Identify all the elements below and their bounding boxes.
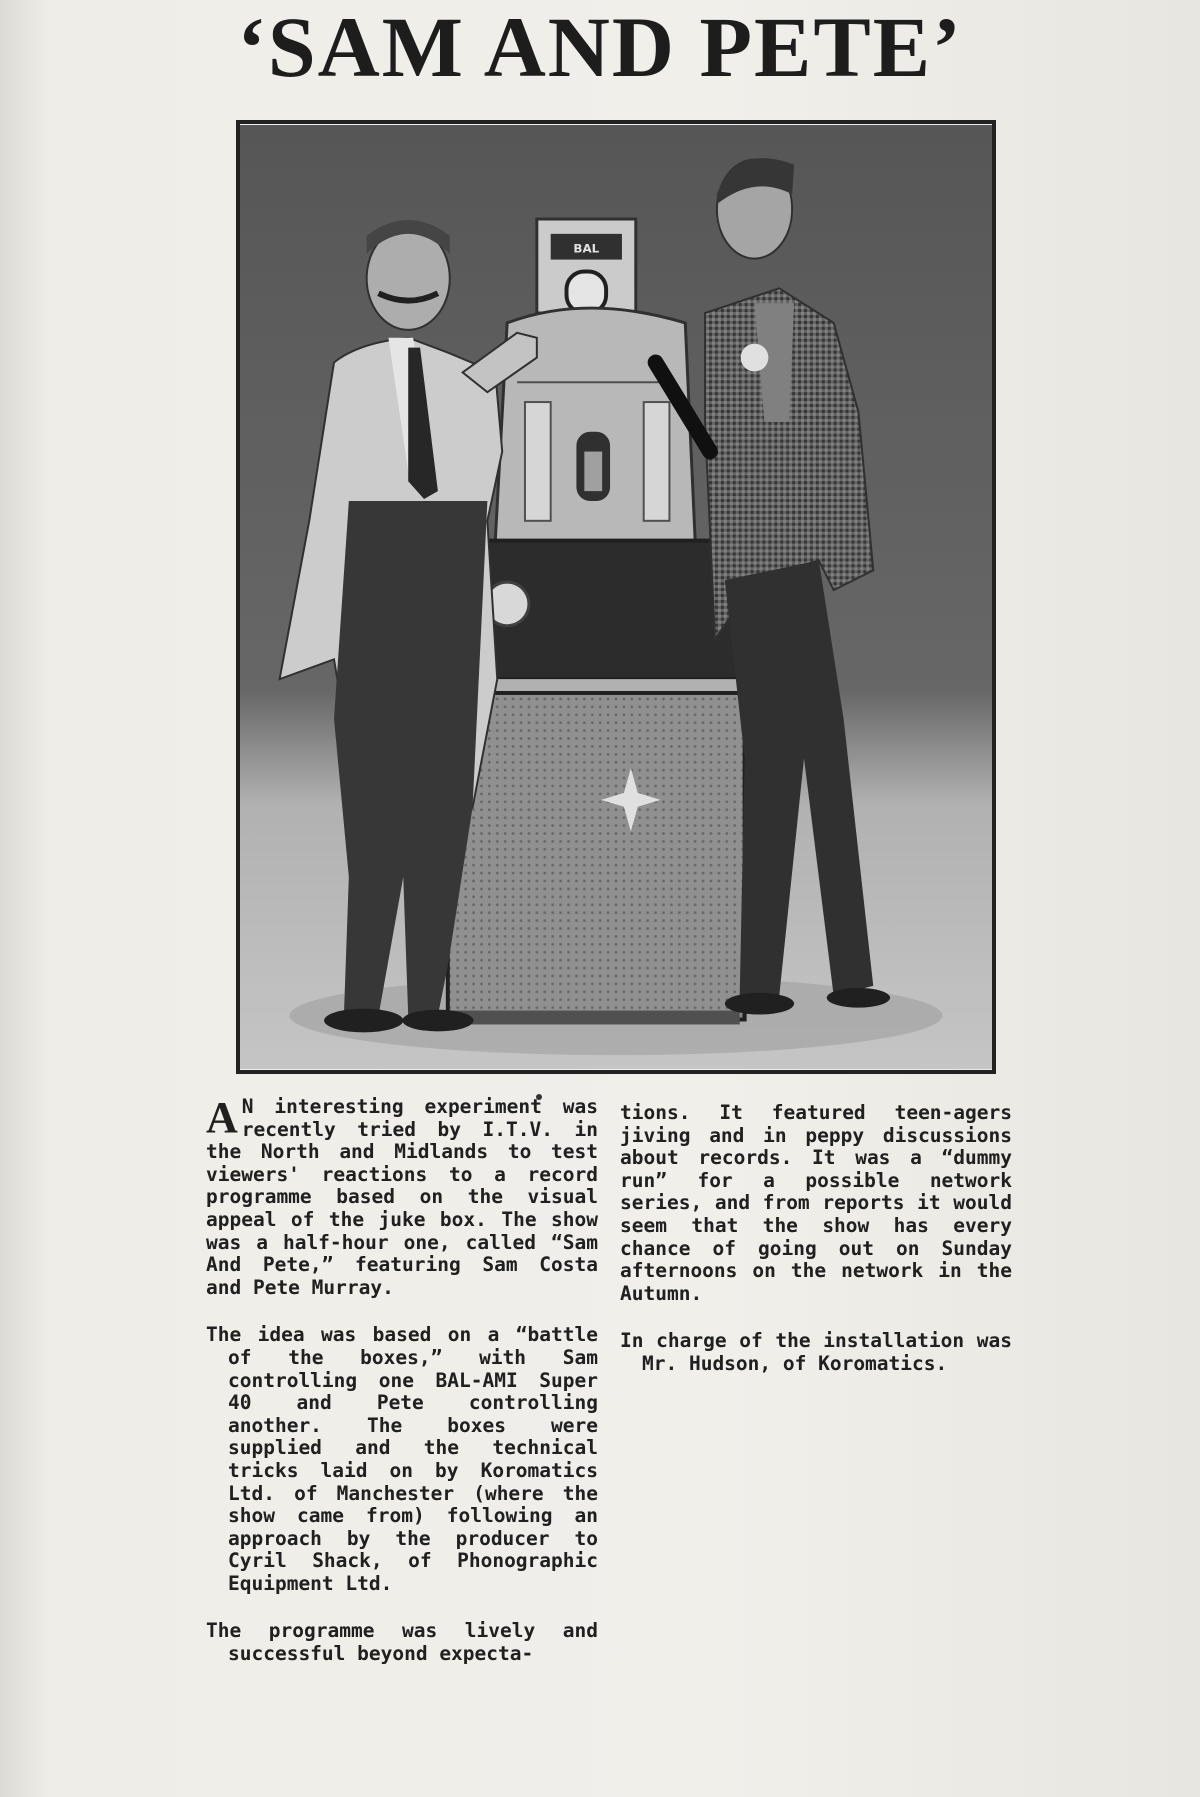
drop-cap: A	[206, 1093, 238, 1142]
paragraph-installation: In charge of the installation was Mr. Hudson, of Koromatics.	[620, 1329, 1012, 1375]
paragraph-programme: The programme was lively and successful beyond expecta-	[206, 1619, 598, 1666]
paragraph-intro	[206, 1093, 598, 1299]
svg-text:BAL: BAL	[573, 241, 600, 256]
article-photo	[236, 120, 996, 1074]
article-column-1	[206, 1093, 598, 1691]
article-column-2	[620, 1102, 1012, 1401]
paragraph-text: N interesting experiment was recently tried by I.T.V. in the North and Midlands to test viewers' reactions to a record programme based on the visual appeal of the juke box. The show was a half-hour one, called “Sam And Pete,” featuring Sam Costa and Pete Murray.	[206, 1095, 598, 1299]
jukebox-photo-icon	[240, 124, 992, 1070]
paragraph-continued: tions. It featured teen-agers jiving and in peppy discussions about records. It was a “dummy run” for a possible network series, and from reports it would seem that the show has every chance of going out on Sunday afternoons on the network in the Autumn.	[620, 1101, 1012, 1305]
paragraph-idea: The idea was based on a “battle of the boxes,” with Sam controlling one BAL-AMI Super 40 and Pete controlling another. The boxes were supplied and the technical tricks laid on by Koromatics Ltd. of Manchester (where the show came from) following an approach by the producer to Cyril Shack, of Phonographic Equipment Ltd.	[206, 1323, 598, 1595]
headline: ‘SAM AND PETE’	[237, 0, 963, 95]
